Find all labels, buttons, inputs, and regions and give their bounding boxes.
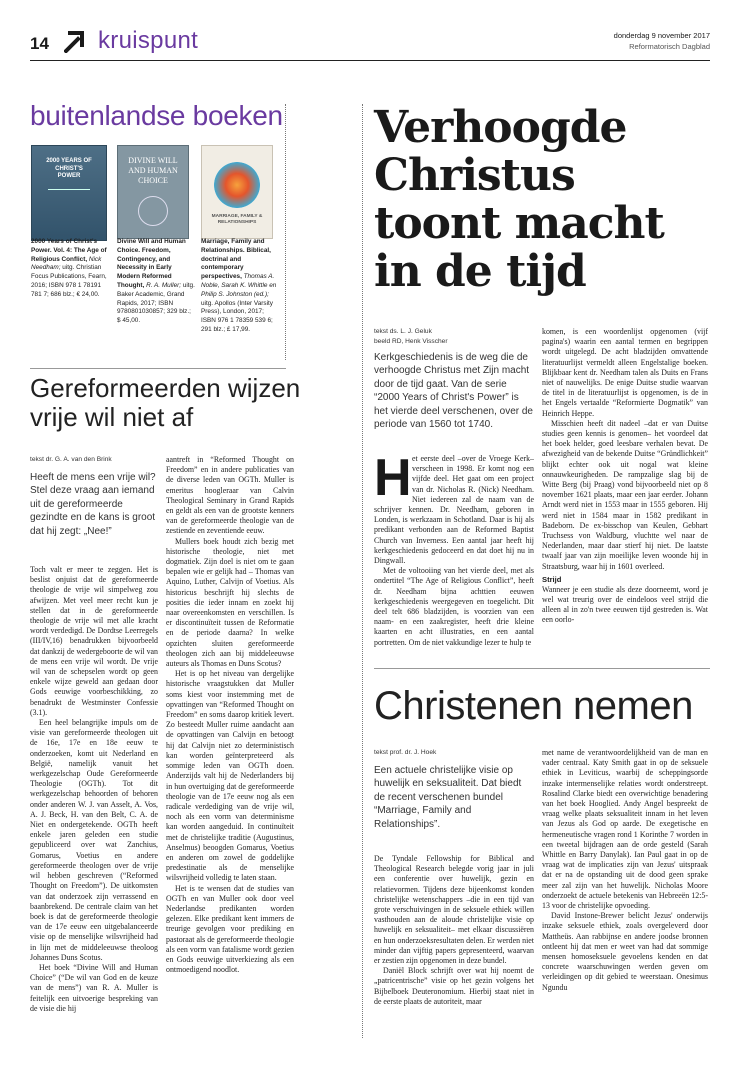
book-2-title: Divine Will and Human Choice. Freedom, Contingency, and Necessity in Early Modern Reformed Thought, (117, 238, 186, 289)
section-title: kruispunt (98, 27, 199, 54)
bottom-article-col2 (542, 748, 708, 1046)
main-bottom-rule (374, 668, 710, 669)
left-col1-para-3: Het boek “Divine Will and Human Choice” (“De wil van God en de keuze van de mens”) van R. A. Muller is feitelijk een uitvoerige bespreking van de visie die hij (30, 962, 158, 1013)
left-article-col1 (30, 565, 158, 1045)
main-col2-para-1: komen, is een woordenlijst opgenomen (vijf pagina's) waarin een aantal termen en begrippen wordt uitgelegd. De acht bladzijden omvattende literatuurlijst vermeldt alleen Engelstalige boeken. Blijkbaar kent dr. Needham talen als Duits en Frans niet of nauwelijks. De enige Duitse studie waarvan de titel in de literatuurlijst is opgenomen, is de in het Engels vertaalde “Reformierte Dogmatik” van Heinrich Heppe. (542, 327, 708, 418)
book-1-details: uitg. Christian Focus Publications, Fearn, 2016; ISBN 978 1 78191 781 7; 686 blz.; € 24,00. (31, 264, 107, 298)
left-article-byline: tekst dr. G. A. van den Brink (30, 456, 112, 463)
main-article-dropcap: H (374, 454, 412, 507)
main-article-byline-photo: beeld RD, Henk Visscher (374, 338, 448, 345)
left-col2-para-3: Het is op het niveau van dergelijke historische vraagstukken dat Muller soms kiest voor instemming met de opvattingen van “Reformed Thought on Freedom” en soms daarop kritiek levert. Zo besteedt Muller ruime aandacht aan de opvattingen van Calvijn en betoogt hij dat Calvijn niet zo deterministisch kan worden geïnterpreteerd als sommige leden van OGTh doen. Anderzijds valt hij de Nederlanders bij in hun overtuiging dat de gereformeerde theologie van de 17e eeuw nog als een radicale verdediging van de vrije wil, noch als een vorm van determinisme kan worden aangeduid. In continuïteit met de christelijke traditie (Augustinus, Anselmus) beoogden Gomarus, Voetius en anderen om zowel de goddelijke predestinatie als de menselijke wilsvrijheid volledig te laten staan. (166, 669, 294, 883)
bottom-article-col1 (374, 854, 534, 1046)
main-col1-para-2: Met de voltooiing van het vierde deel, met als ondertitel “The Age of Religious Conflict”, heeft dr. Needham bijna achttien eeuwen kerkgeschiedenis weergegeven en toegelicht. Dit deel telt 686 bladzijden, is voorzien van een naam- en een zaakregister, heeft drie kleine kaarten en acht illustraties, en een aantal portretten. Om de niet vakkundige lezer te hulp te (374, 566, 534, 647)
main-article-intro: Kerkgeschiedenis is de weg die de verhoogde Christus met Zijn macht door de tijd gaat. Van de serie “2000 Years of Christ's Power” is het vierde deel verschenen, over de periode van 1560 tot 1740. (374, 352, 533, 431)
book-1-author: Nick Needham; (31, 255, 102, 272)
book-cover-2-title: DIVINE WILL AND HUMAN CHOICE (128, 156, 178, 185)
book-cover-3 (201, 145, 273, 239)
main-col1-first-para: et eerste deel –over de Vroege Kerk– verscheen in 1998. Er komt nog een vijfde deel. Het gaat om een project van dr. Nicholas R. (Nick) Needham. Niet iedereen zal de naam van de schrijver kennen. Dr. Needham, geboren in Londen, is werkzaam in Schotland. Daar is hij als predikant verbonden aan de Reformed Baptist Church van Inverness. Een aantal jaar heeft hij kerkgeschiedenis gedoceerd en dat doet hij nu in Dingwall. (374, 454, 534, 566)
main-article-headline: Verhoogde Christus toont macht in de tijd (374, 102, 664, 297)
books-bottom-rule (30, 368, 286, 369)
book-cover-1-title: 2000 YEARS OF CHRIST'S POWER (46, 158, 92, 179)
main-crosshead: Strijd (542, 574, 562, 584)
bottom-article-intro: Een actuele christelijke visie op huwelijk en seksualiteit. Dat biedt de recent verschenen bundel “Marriage, Family and Relationships”. (374, 765, 522, 830)
left-col1-para-2: Een heel belangrijke impuls om de visie van gereformeerde theologen uit de 16e, 17e en 18e eeuw te onderzoeken, komt uit Nederland en België, namelijk vanuit het werkgezelschap Oude Gereformeerde Theologie (OGTh). Tot dit werkgezelschap behoorden of behoren onder anderen W. J. van Asselt, A. Vos, A. J. Beck, H. van den Belt, C. A. de Niet en ondergetekende. OGTh heeft enkele jaren geleden een studie gepubliceerd over wat Zanchius, Gomarus, Voetius en andere gereformeerde theologen over de vrije wil hebben geschreven (“Reformed Thought on Freedom”). De uitkomsten van dat onderzoek zijn verrassend en baanbrekend. De centrale claim van het boek is dat de gereformeerde theologie van de 17e eeuw een uitgebalanceerde visie op de menselijke wilsvrijheid had in lijn met de middeleeuwse theoloog Johannes Duns Scotus. (30, 718, 158, 962)
main-article-col2 (542, 327, 708, 655)
book-3-title: Marriage, Family and Relationships. Biblical, doctrinal and contemporary perspectives, (201, 238, 271, 281)
book-caption-1 (31, 238, 109, 300)
book-caption-2 (117, 238, 195, 326)
bottom-col1-para-2: Daniël Block schrijft over wat hij noemt de „patricentrische” visie op het gezin volgens het Bijbelboek Deuteronomium. Hierbij staat niet in de eerste plaats de autoriteit, maar (374, 966, 534, 1006)
bottom-col1-para-1: De Tyndale Fellowship for Biblical and Theological Research belegde vorig jaar in juli een conferentie over huwelijk, gezin en relatievormen. Tijdens deze bijeenkomst konden christelijke wetenschappers –die in een tijd van grote verschuivingen in de seksuele ethiek willen vasthouden aan de aloude christelijke visie op huwelijk en seksualiteit– met elkaar discussiëren en hun onderzoeksresultaten delen. Er werden niet minder dan vijftig papers gepresenteerd, waarvan er zestien zijn opgenomen in deze bundel. (374, 854, 534, 966)
left-article-intro: Heeft de mens een vrije wil? Stel deze vraag aan iemand uit de gereformeerde gezindte en de kans is groot dat hij zegt: „Nee!” (30, 472, 156, 537)
left-col1-para-1: Toch valt er meer te zeggen. Het is beslist onjuist dat de gereformeerde theologie de vrije wil simpelweg zou afwijzen. Met veel meer recht kun je stellen dat in de gereformeerde theologie de vrije wil met alle kracht wordt verdedigd. De Dordtse Leerregels (III/IV,16) benadrukken bijvoorbeeld dat dankzij de wedergeboorte de wil van de mens een vrije wil wordt. De vrije wil van de schepselen wordt op geen enkele wijze geweld aan gedaan door Gods eeuwige voorbeschikking, zo benadrukt de Westminster Confessie (3.1). (30, 565, 158, 717)
header-publication: Reformatorisch Dagblad (629, 42, 710, 51)
section-arrow-icon (64, 29, 90, 53)
left-col2-para-4: Het is te wensen dat de studies van OGTh en van Muller ook door veel Nederlandse predikanten worden gelezen. Elke predikant kent immers de treurige gevolgen voor prediking en pastoraat als de gereformeerde theologie als een vorm van fatalisme wordt gezien en Gods eeuwige uitverkiezing als een ontmoedigend noodlot. (166, 883, 294, 975)
book-3-details: uitg. Apollos (Inter Varsity Press), London, 2017; ISBN 976 1 78359 539 6; 291 blz.; £ 17,99. (201, 299, 273, 333)
left-article-col2 (166, 455, 294, 1047)
main-col2-para-2: Misschien heeft dit nadeel –dat er van Duitse studies geen kennis is genomen– het voordeel dat het boek helder, goed leesbare verhalen bevat. De afwezigheid van de bekende Duitse “Gründlichkeit” blijkt echter ook uit nogal wat kleine onnauwkeurigheden. De rampzalige slag bij de Witte Berg (bij Praag) vond bijvoorbeeld niet op 8 november 1621 plaats, maar een jaar eerder. Johann Arndt werd niet in 1553 maar in 1555 geboren. Hij werd niet in 1584 maar in 1582 predikant in Badeborn. De ex-bisschop van Keulen, Gebhart Truchsess von Waldburg, vluchtte wel naar de Nederlanden, maar daar stierf hij niet. De laatste twaalf jaar van zijn moeilijke leven woonde hij in Straatsburg, waar hij in 1601 overleed. (542, 418, 708, 571)
book-cover-3-title: MARRIAGE, FAMILY & RELATIONSHIPS (211, 214, 263, 225)
header-date: donderdag 9 november 2017 (613, 31, 710, 40)
left-col2-para-1: aantreft in “Reformed Thought on Freedom” en in andere publicaties van de diverse leden van OGTh. Muller is emeritus hoogleraar van Calvin Theological Seminary in Grand Rapids en geldt als een van de grootste kenners van de gereformeerde theologie van de zestiende en zeventiende eeuw. (166, 455, 294, 536)
bottom-article-headline: Christenen nemen (374, 684, 693, 728)
header-rule (30, 60, 710, 61)
book-2-details: uitg. Baker Academic, Grand Rapids, 2017; ISBN 9780801030857; 329 blz.; $ 45,00. (117, 281, 195, 325)
page-number: 14 (30, 34, 49, 53)
bottom-article-byline: tekst prof. dr. J. Hoek (374, 749, 437, 756)
main-col2-para-3: Wanneer je een studie als deze doorneemt, word je wel wat treurig over de eindeloos veel strijd die alleen al in zo'n twee eeuwen tijd gestreden is. Wat een oorlo- (542, 584, 708, 625)
bottom-col2-para-1: met name de verantwoordelijkheid van de man en vader centraal. Katy Smith gaat in op de seksuele ethiek in Leviticus, waarbij de scheppingsorde inzake intermenselijke relaties wordt onderstreept. Rosalind Clarke biedt een overwichtige benadering van het boek Hooglied. Andy Angel bespreekt de vraag welke plaats seksualiteit innam in het leven van Jezus als God op aarde. De exegetische en hermeneutische vragen rond 1 Korinthe 7 worden in een tweetal bijdragen aan de orde gesteld (Sarah Whittle en Barry Danylak). Ian Paul gaat in op de vraag wat de implicaties zijn van Jezus' uitspraak dat er na de opstanding uit de dood geen sprake meer zal zijn van het huwelijk. Nicholas Moore onderzoekt de actuele betekenis van Hebreeën 12:5-13 voor de christelijke opvoeding. (542, 748, 708, 911)
books-divider (285, 104, 286, 360)
bottom-col2-para-2: David Instone-Brewer belicht Jezus' onderwijs inzake seksuele ethiek, zoals overgeleverd door Mattheüs. Aan rabbijnse en andere joodse bronnen ontleent hij dat men er weet van had dat sommige mensen homoseksuele gevoelens kenden en dat concrete waarschuwingen werden geven om verleidingen op dit gebied te weerstaan. Onesimus Ngundu (542, 911, 708, 992)
left-col2-para-2: Mullers boek houdt zich bezig met historische theologie, niet met dogmatiek. Zijn doel is niet om te gaan bepalen wie er gelijk had – Thomas van Aquino, Luther, Calvijn of Voetius. Als historicus beschrijft hij slechts de posities die ieder innam en zoekt hij naar overeenkomsten en verschillen. Is er discontinuïteit tussen de Reformatie en de periode daarna? In welke opzichten sluiten gereformeerde theologen zich aan bij middeleeuwse auteurs als Thomas en Duns Scotus? (166, 536, 294, 669)
main-article-col1 (374, 454, 534, 654)
left-article-headline: Gereformeerden wijzen vrije wil niet af (30, 373, 301, 432)
book-cover-1 (31, 145, 107, 241)
main-article-byline-text: tekst ds. L. J. Geluk (374, 328, 432, 335)
book-2-author: R. A. Muller; (146, 281, 182, 289)
books-section-title: buitenlandse boeken (30, 100, 283, 131)
book-1-title: 2000 Years of Christ's Power. Vol. 4: The Age of Religious Conflict, (31, 238, 107, 263)
book-caption-3 (201, 238, 279, 335)
book-cover-2 (117, 145, 189, 239)
book-3-author: Thomas A. Noble, Sarah K. Whittle en Philip S. Johnston (ed.); (201, 273, 277, 298)
main-column-divider (362, 104, 363, 1038)
page-header (30, 26, 710, 58)
